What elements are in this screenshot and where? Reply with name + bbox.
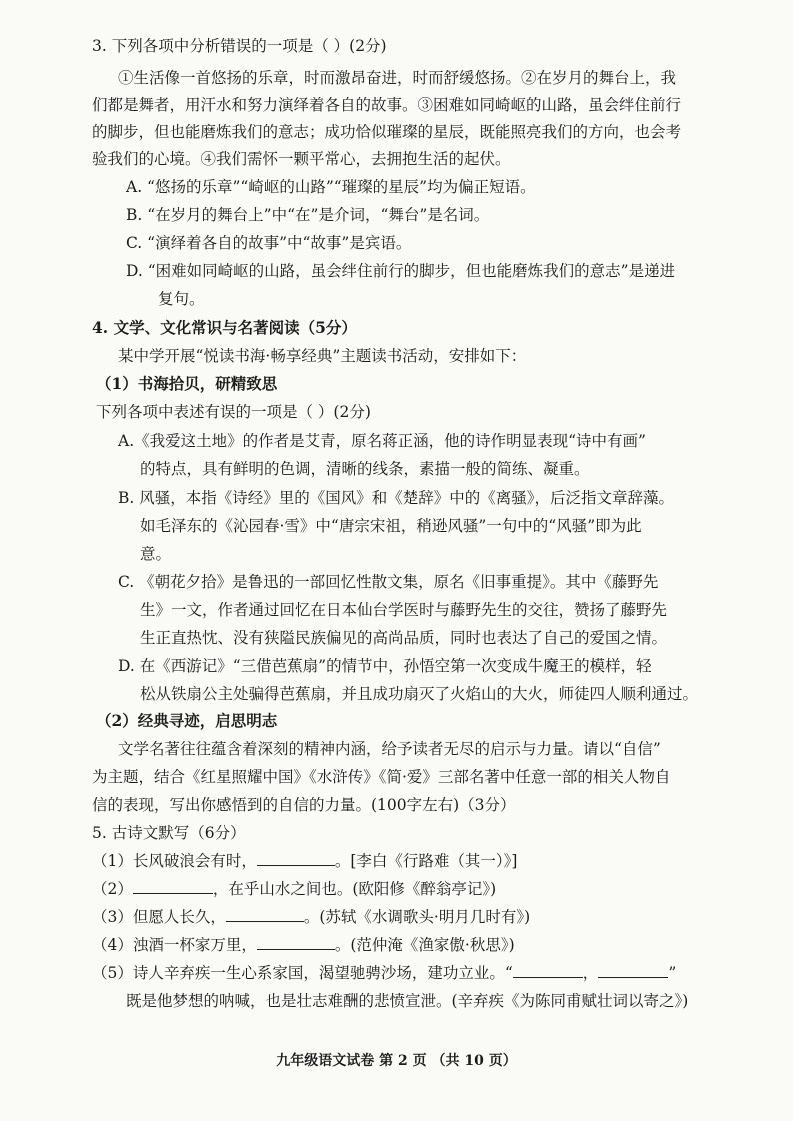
q5-item-text: ，: [582, 964, 599, 982]
q4-option-a: A.《我爱这土地》的作者是艾青，原名蒋正涵，他的诗作明显表现“诗中有画”: [118, 432, 646, 450]
q5-item-text: （2）: [92, 880, 133, 898]
q5-item-source: 。(范仲淹《渔家傲·秋思》): [334, 936, 515, 954]
q3-passage-line: 的脚步，但也能磨炼我们的意志；成功恰似璀璨的星辰，既能照亮我们的方向，也会考: [92, 123, 682, 141]
q3-passage-line: ①生活像一首悠扬的乐章，时而激昂奋进，时而舒缓悠扬。②在岁月的舞台上，我: [118, 69, 677, 87]
q4-option-b-cont: 如毛泽东的《沁园春·雪》中“唐宗宋祖，稍逊风骚”一句中的“风骚”即为此: [140, 517, 642, 535]
q4-option-b-cont: 意。: [140, 545, 172, 563]
q5-item-2: [92, 877, 496, 901]
q5-title: 5. 古诗文默写（6分）: [92, 824, 246, 842]
q3-option-b: B. “在岁月的舞台上”中“在”是介词，“舞台”是名词。: [126, 206, 490, 224]
q3-option-d-cont: 复句。: [158, 290, 205, 308]
q3-passage-line: 验我们的心境。④我们需怀一颗平常心，去拥抱生活的起伏。: [92, 150, 511, 168]
q5-item-text: （5）诗人辛弃疾一生心系家国，渴望驰骋沙场，建功立业。“: [92, 964, 513, 982]
answer-blank[interactable]: [133, 877, 213, 894]
q4-sub2-title: （2）经典寻迹，启思明志: [96, 711, 278, 730]
answer-blank[interactable]: [226, 905, 304, 922]
q5-item-4: [92, 933, 515, 957]
q4-option-c: C. 《朝花夕拾》是鲁迅的一部回忆性散文集，原名《旧事重提》。其中《藤野先: [118, 573, 659, 591]
q5-item-3: [92, 905, 530, 929]
q4-option-b: B. 风骚，本指《诗经》里的《国风》和《楚辞》中的《离骚》，后泛指文章辞藻。: [118, 489, 674, 507]
q5-item-text: （3）但愿人长久，: [92, 908, 226, 926]
q4-sub1-stem: 下列各项中表述有误的一项是（ ）(2分): [96, 403, 371, 421]
q3-stem: 3. 下列各项中分析错误的一项是（ ）(2分): [92, 37, 387, 55]
q5-item-5-cont: 既是他梦想的呐喊，也是壮志难酬的悲愤宣泄。(辛弃疾《为陈同甫赋壮词以寄之》): [126, 992, 689, 1010]
answer-blank[interactable]: [598, 961, 668, 978]
q4-title: 4. 文学、文化常识与名著阅读（5分）: [92, 318, 357, 337]
q4-sub1-title: （1）书海拾贝，研精致思: [96, 374, 278, 393]
q4-sub2-text: 为主题，结合《红星照耀中国》《水浒传》《简·爱》三部名著中任意一部的相关人物自: [92, 768, 671, 786]
q4-sub2-text: 文学名著往往蕴含着深刻的精神内涵，给予读者无尽的启示与力量。请以“自信”: [118, 740, 661, 758]
q4-option-d: D. 在《西游记》“三借芭蕉扇”的情节中，孙悟空第一次变成牛魔王的模样，轻: [118, 657, 652, 675]
q5-item-source: 。[李白《行路难（其一）》]: [334, 852, 518, 870]
q3-option-c: C. “演绎着各自的故事”中“故事”是宾语。: [126, 234, 412, 252]
q4-sub2-text: 信的表现，写出你感悟到的自信的力量。(100字左右)（3分）: [92, 796, 516, 814]
q4-intro: 某中学开展“悦读书海·畅享经典”主题读书活动，安排如下：: [118, 347, 527, 365]
q5-item-text: （1）长风破浪会有时，: [92, 852, 257, 870]
q5-item-5: [92, 961, 676, 985]
answer-blank[interactable]: [513, 961, 583, 978]
q5-item-text: ”: [668, 964, 677, 982]
page-footer: 九年级语文试卷 第 2 页 （共 10 页）: [276, 1053, 517, 1069]
q3-passage-line: 们都是舞者，用汗水和努力演绎着各自的故事。③困难如同崎岖的山路，虽会绊住前行: [92, 96, 682, 114]
q3-option-a: A. “悠扬的乐章”“崎岖的山路”“璀璨的星辰”均为偏正短语。: [126, 178, 536, 196]
q5-item-source: ，在乎山水之间也。(欧阳修《醉翁亭记》): [212, 880, 497, 898]
q5-item-text: （4）浊酒一杯家万里，: [92, 936, 257, 954]
q5-item-1: [92, 849, 517, 873]
q4-option-a-cont: 的特点，具有鲜明的色调，清晰的线条，素描一般的简练、凝重。: [140, 460, 590, 478]
q4-option-d-cont: 松从铁扇公主处骗得芭蕉扇，并且成功扇灭了火焰山的大火，师徒四人顺利通过。: [140, 685, 699, 703]
q4-option-c-cont: 生正直热忱、没有狭隘民族偏见的高尚品质，同时也表达了自己的爱国之情。: [140, 629, 668, 647]
q4-option-c-cont: 生》一文，作者通过回忆在日本仙台学医时与藤野先生的交往，赞扬了藤野先: [140, 601, 668, 619]
q5-item-source: 。(苏轼《水调歌头·明月几时有》): [303, 908, 531, 926]
answer-blank[interactable]: [257, 849, 335, 866]
q3-option-d: D. “困难如同崎岖的山路，虽会绊住前行的脚步，但也能磨炼我们的意志”是递进: [126, 262, 676, 280]
answer-blank[interactable]: [257, 933, 335, 950]
